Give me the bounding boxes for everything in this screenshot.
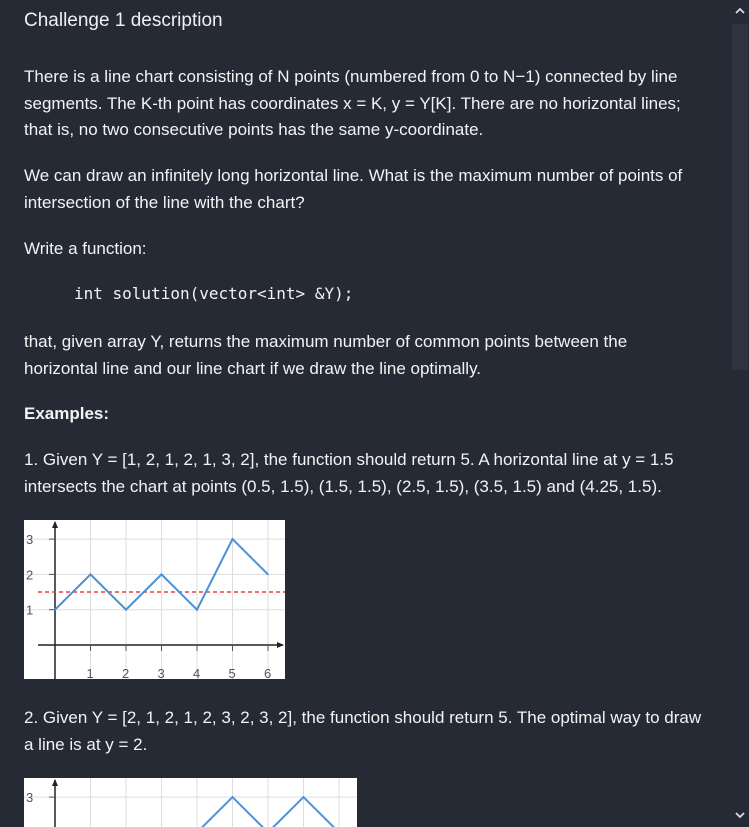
scroll-up-button[interactable] — [731, 2, 749, 20]
x-tick-label: 3 — [157, 666, 165, 679]
example-1-paragraph: 1. Given Y = [1, 2, 1, 2, 1, 3, 2], the function should return 5. A horizontal line at y = 1.5 intersects the chart at points (0.5, 1.5), (1.5, 1.5), (2.5, 1.5), (3.5, 1.5) and (4.25, 1.5). — [24, 450, 674, 496]
y-tick-label: 3 — [26, 532, 34, 548]
scrollbar-thumb[interactable] — [732, 24, 748, 370]
data-point — [232, 538, 234, 540]
data-point — [161, 574, 163, 576]
example-1-chart — [24, 520, 285, 679]
x-tick-label: 5 — [228, 666, 236, 679]
y-tick-label: 1 — [26, 602, 34, 618]
write-function-paragraph: Write a function: — [24, 239, 147, 258]
question-paragraph: We can draw an infinitely long horizontal line. What is the maximum number of points of intersection of the line with the chart? — [24, 166, 683, 212]
data-point — [267, 574, 269, 576]
returns-paragraph: that, given array Y, returns the maximum number of common points between the horizontal line and our line chart if we draw the line optimally. — [24, 332, 628, 378]
x-tick-label: 4 — [193, 666, 201, 679]
scroll-down-button[interactable] — [731, 806, 749, 824]
data-point — [125, 609, 127, 611]
data-point — [196, 609, 198, 611]
vertical-scrollbar[interactable] — [731, 0, 749, 827]
x-tick-label: 2 — [122, 666, 130, 679]
x-tick-label: 1 — [86, 666, 94, 679]
y-tick-label: 2 — [26, 567, 34, 583]
page-title: Challenge 1 description — [24, 10, 223, 31]
data-point — [54, 609, 56, 611]
data-point — [232, 796, 234, 798]
example-2-paragraph: 2. Given Y = [2, 1, 2, 1, 2, 3, 2, 3, 2], the function should return 5. The optimal way to draw a line is at y = 2. — [24, 708, 702, 754]
intro-paragraph: There is a line chart consisting of N points (numbered from 0 to N−1) connected by line segments. The K-th point has coordinates x = K, y = Y[K]. There are no horizontal lines; that is, no two consecutive points has the same y-coordinate. — [24, 67, 681, 139]
function-signature-code: int solution(vector<int> &Y); — [74, 284, 354, 303]
examples-heading: Examples: — [24, 404, 110, 423]
example-2-chart — [24, 778, 357, 827]
data-point — [303, 796, 305, 798]
example-2-chart-svg — [24, 778, 357, 827]
chevron-down-icon — [734, 809, 746, 821]
chevron-up-icon — [734, 5, 746, 17]
y-axis-arrow — [52, 779, 58, 786]
example-1-chart-svg — [24, 520, 285, 679]
y-tick-label: 3 — [26, 790, 34, 806]
x-axis-arrow — [277, 642, 284, 648]
y-axis-arrow — [52, 521, 58, 528]
x-tick-label: 6 — [264, 666, 272, 679]
data-point — [90, 574, 92, 576]
